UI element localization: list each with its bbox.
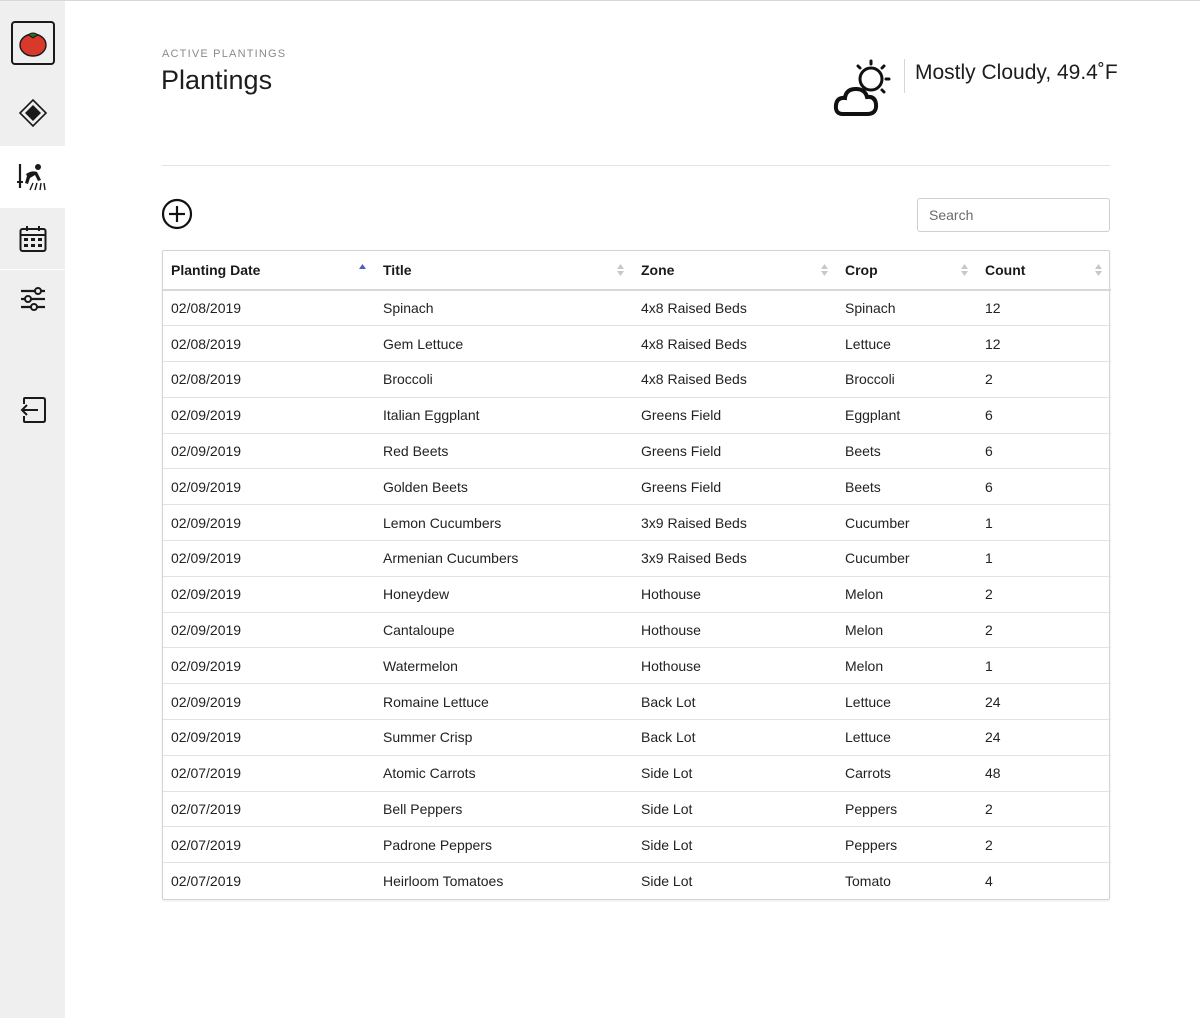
table-header-row [163,251,1111,290]
sort-icon [820,262,829,278]
table-row[interactable] [163,612,1111,648]
column-header-label: Title [383,262,412,278]
cell-title: Heirloom Tomatoes [383,872,504,889]
cell-crop: Cucumber [837,505,977,541]
cell-count: 2 [977,827,1111,863]
cell-count: 24 [977,684,1111,720]
cell-zone: 3x9 Raised Beds [633,541,837,577]
column-header-title[interactable] [375,251,633,290]
sliders-icon [18,284,48,314]
cell-crop: Broccoli [837,362,977,398]
cell-title: Lemon Cucumbers [375,505,633,541]
page-title: Plantings [161,65,273,95]
cell-title: Bell Peppers [375,791,633,827]
cell-planting-date: 02/09/2019 [163,576,375,612]
logo-box [11,21,55,65]
table-row[interactable] [163,827,1111,863]
cell-title: Summer Crisp [375,720,633,756]
cell-title: Armenian Cucumbers [375,541,633,577]
column-header-count[interactable] [977,251,1111,290]
column-header-label: Crop [845,262,878,278]
cell-planting-date: 02/08/2019 [163,326,375,362]
cell-zone: Greens Field [633,469,837,505]
table-row[interactable] [163,576,1111,612]
cell-title: Honeydew [375,576,633,612]
cell-planting-date: 02/09/2019 [163,684,375,720]
cell-zone: 4x8 Raised Beds [633,326,837,362]
cell-planting-date: 02/09/2019 [163,612,375,648]
table-row[interactable] [163,397,1111,433]
plantings-table [162,250,1110,900]
cell-planting-date: 02/09/2019 [163,720,375,756]
logout-icon [18,395,48,425]
cell-crop: Carrots [837,755,977,791]
cell-count: 2 [977,362,1111,398]
weather-status: Mostly Cloudy, 49.4˚F [915,61,1118,84]
sort-icon [1094,262,1103,278]
table-body [163,290,1111,899]
cell-count: 2 [977,612,1111,648]
cell-count: 2 [977,791,1111,827]
sidebar-item-settings[interactable] [0,269,65,329]
sidebar-item-dashboard[interactable] [0,83,65,143]
cell-count: 6 [977,397,1111,433]
cell-planting-date: 02/07/2019 [163,827,375,863]
table-row[interactable] [163,720,1111,756]
cell-zone: Greens Field [633,433,837,469]
cell-count: 1 [977,541,1111,577]
cell-count: 12 [977,290,1111,326]
sort-ascending-icon [358,262,367,278]
cell-zone: Side Lot [633,755,837,791]
cell-title: Red Beets [375,433,633,469]
header-divider [162,165,1110,166]
column-header-label: Planting Date [171,262,261,278]
sidebar-item-home[interactable] [0,13,65,73]
cell-title: Romaine Lettuce [375,684,633,720]
cell-planting-date: 02/09/2019 [163,433,375,469]
column-header-label: Zone [641,262,675,278]
cell-title: Watermelon [375,648,633,684]
cell-planting-date: 02/07/2019 [163,791,375,827]
partly-cloudy-icon [833,59,895,119]
cell-count: 6 [977,433,1111,469]
calendar-icon [18,224,48,254]
table-row[interactable] [163,684,1111,720]
cell-title: Cantaloupe [375,612,633,648]
diamond-nav-icon [18,98,48,128]
column-header-crop[interactable] [837,251,977,290]
cell-count: 24 [977,720,1111,756]
cell-crop: Peppers [837,791,977,827]
cell-zone: Back Lot [633,720,837,756]
cell-title: Italian Eggplant [375,397,633,433]
cell-zone: 3x9 Raised Beds [633,505,837,541]
table-row[interactable] [163,290,1111,326]
weather-divider [904,59,905,93]
cell-count: 1 [977,648,1111,684]
table-row[interactable] [163,505,1111,541]
cell-planting-date: 02/09/2019 [163,397,375,433]
cell-crop: Lettuce [837,684,977,720]
cell-crop: Eggplant [837,397,977,433]
cell-planting-date: 02/08/2019 [163,362,375,398]
sidebar-item-logout[interactable] [0,381,65,439]
sidebar-item-plantings[interactable] [0,146,65,207]
cell-planting-date: 02/07/2019 [163,755,375,791]
cell-count: 48 [977,755,1111,791]
cell-title: Golden Beets [375,469,633,505]
farmer-planting-icon [16,162,50,192]
cell-crop: Melon [837,612,977,648]
cell-crop: Lettuce [837,720,977,756]
cell-crop: Melon [837,648,977,684]
sidebar-item-calendar[interactable] [0,208,65,269]
cell-zone: Back Lot [633,684,837,720]
cell-crop: Beets [837,433,977,469]
table-row[interactable] [163,648,1111,684]
table-row[interactable] [163,541,1111,577]
column-header-zone[interactable] [633,251,837,290]
cell-crop: Peppers [837,827,977,863]
cell-crop: Tomato [845,872,891,889]
cell-title: Spinach [375,290,633,326]
cell-crop: Lettuce [837,326,977,362]
cell-count: 1 [977,505,1111,541]
cell-zone: 4x8 Raised Beds [633,362,837,398]
cell-crop: Melon [837,576,977,612]
cell-crop: Spinach [837,290,977,326]
table-row[interactable] [163,326,1111,362]
cell-planting-date: 02/09/2019 [163,541,375,577]
sort-icon [616,262,625,278]
cell-planting-date: 02/09/2019 [163,469,375,505]
cell-title: Gem Lettuce [375,326,633,362]
cell-count: 4 [985,872,993,889]
column-header-planting-date[interactable] [163,251,375,290]
cell-zone: 4x8 Raised Beds [633,290,837,326]
cell-zone: Hothouse [633,576,837,612]
cell-zone: Side Lot [641,872,693,889]
tomato-logo-icon [18,28,48,58]
sort-icon [960,262,969,278]
cell-crop: Beets [837,469,977,505]
cell-zone: Greens Field [633,397,837,433]
cell-count: 2 [977,576,1111,612]
table-row[interactable] [163,433,1111,469]
sidebar [0,1,65,1018]
cell-crop: Cucumber [837,541,977,577]
column-header-label: Count [985,262,1026,278]
table-row[interactable] [163,755,1111,791]
cell-zone: Hothouse [633,612,837,648]
add-planting-button[interactable] [161,198,193,230]
table-row[interactable] [163,863,1111,899]
table-row[interactable] [163,362,1111,398]
search-input[interactable] [917,198,1110,232]
cell-title: Broccoli [375,362,633,398]
table-row[interactable] [163,791,1111,827]
cell-count: 12 [977,326,1111,362]
cell-zone: Hothouse [633,648,837,684]
cell-title: Atomic Carrots [375,755,633,791]
cell-count: 6 [977,469,1111,505]
table-row[interactable] [163,469,1111,505]
cell-planting-date: 02/07/2019 [171,872,242,889]
cell-title: Padrone Peppers [375,827,633,863]
cell-planting-date: 02/08/2019 [163,290,375,326]
page-eyebrow: ACTIVE PLANTINGS [162,48,287,60]
cell-planting-date: 02/09/2019 [163,505,375,541]
cell-zone: Side Lot [633,827,837,863]
cell-zone: Side Lot [633,791,837,827]
cell-planting-date: 02/09/2019 [163,648,375,684]
